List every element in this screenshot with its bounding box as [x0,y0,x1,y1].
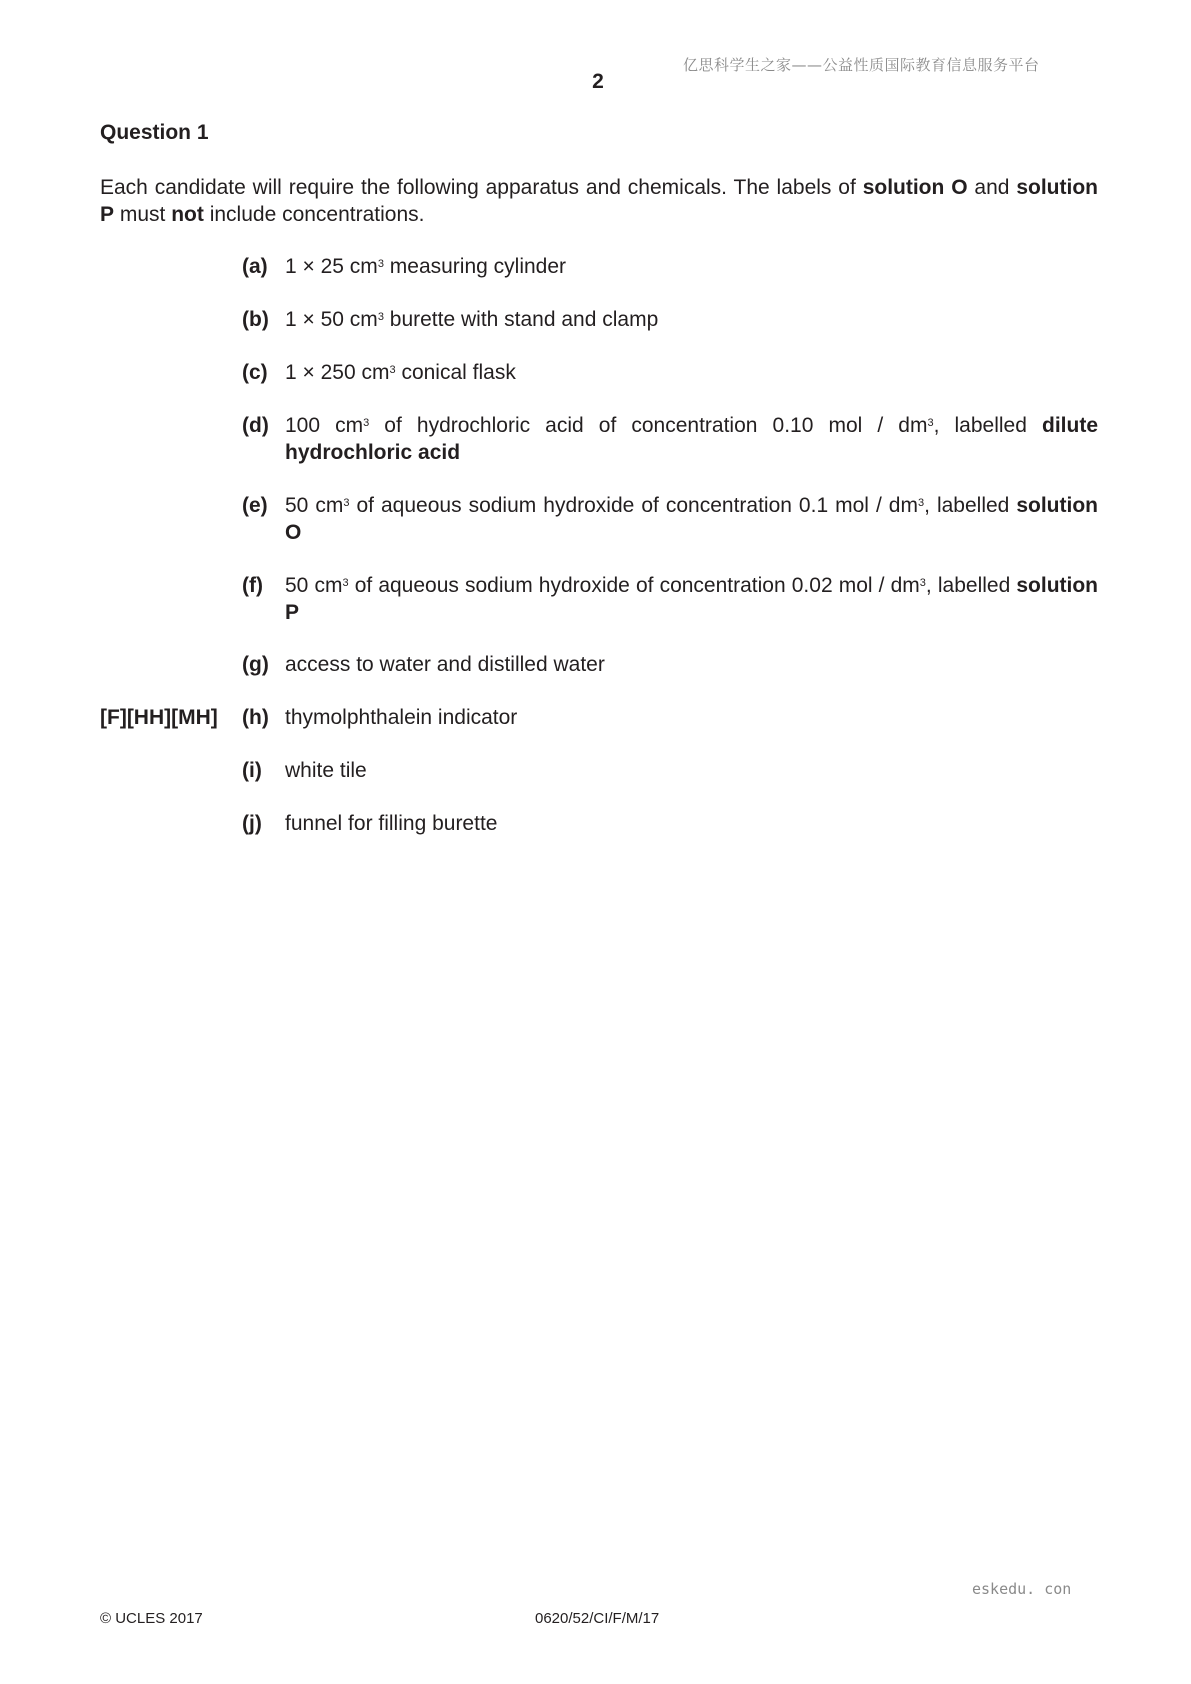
intro-text: include concentrations. [203,203,425,226]
item-text-part: of aqueous sodium hydroxide of concentration 0.1 mol / dm [349,494,918,517]
question-heading: Question 1 [100,121,209,144]
item-text-part: , labelled [933,414,1042,437]
item-i [242,757,1098,784]
intro-solution-p: solution P [100,176,1098,226]
footer-watermark: eskedu. con [972,1580,1072,1598]
item-label-bold: solution P [285,574,1099,624]
superscript: 3 [363,417,370,429]
item-text-part: , labelled [925,574,1017,597]
item-text-part: 1 × 250 cm [285,361,390,384]
intro-solution-o: solution O [862,176,968,199]
tier-label: [F][HH][MH] [100,706,218,729]
item-h [242,704,1098,731]
page-number: 2 [592,70,604,93]
copyright: © UCLES 2017 [100,1610,203,1627]
item-text: thymolphthalein indicator [285,706,518,729]
superscript: 3 [919,577,926,589]
item-text [285,492,1098,546]
item-text-part: measuring cylinder [383,255,567,278]
item-text-part: of aqueous sodium hydroxide of concentration 0.02 mol / dm [348,574,920,597]
item-text: access to water and distilled water [285,653,605,676]
intro-not: not [171,203,204,226]
paper-code: 0620/52/CI/F/M/17 [535,1610,660,1627]
superscript: 3 [377,258,384,270]
item-text [285,412,1098,466]
item-label: (b) [242,308,269,331]
item-label-bold: solution O [285,494,1098,544]
item-label: (h) [242,706,269,729]
item-text [285,359,1098,386]
item-text-part: burette with stand and clamp [383,308,659,331]
item-c [242,359,1098,386]
item-text-part: 1 × 50 cm [285,308,378,331]
item-label: (c) [242,361,268,384]
item-label: (d) [242,414,269,437]
item-a [242,253,1098,280]
intro-text: must [114,203,172,226]
intro-text: and [967,176,1017,199]
item-label: (a) [242,255,268,278]
superscript: 3 [377,311,384,323]
item-label: (e) [242,494,268,517]
item-text [285,253,1098,280]
item-j [242,810,1098,837]
header-watermark: 亿思科学生之家——公益性质国际教育信息服务平台 [683,56,1040,74]
item-e [242,492,1098,546]
item-label: (i) [242,759,262,782]
superscript: 3 [917,497,925,509]
item-b [242,306,1098,333]
item-f [242,572,1098,626]
item-text-part: conical flask [395,361,516,384]
item-g [242,651,1098,678]
item-label: (g) [242,653,269,676]
intro-text: Each candidate will require the following apparatus and chemicals. The labels of [100,176,863,199]
item-label: (f) [242,574,263,597]
item-text: white tile [285,759,367,782]
superscript: 3 [927,417,934,429]
question-intro [100,174,1098,228]
superscript: 3 [389,364,396,376]
item-text-part: of hydrochloric acid of concentration 0.10 mol / dm [369,414,928,437]
item-text-part: , labelled [924,494,1017,517]
item-text [285,572,1098,626]
item-text-part: 100 cm [285,414,364,437]
item-text [285,306,1098,333]
item-text-part: 50 cm [285,494,344,517]
item-text: funnel for filling burette [285,812,498,835]
item-label-bold: dilute hydrochloric acid [285,414,1098,464]
superscript: 3 [342,577,349,589]
superscript: 3 [343,497,350,509]
item-d [242,412,1098,466]
item-label: (j) [242,812,262,835]
item-text-part: 50 cm [285,574,343,597]
item-text-part: 1 × 25 cm [285,255,378,278]
